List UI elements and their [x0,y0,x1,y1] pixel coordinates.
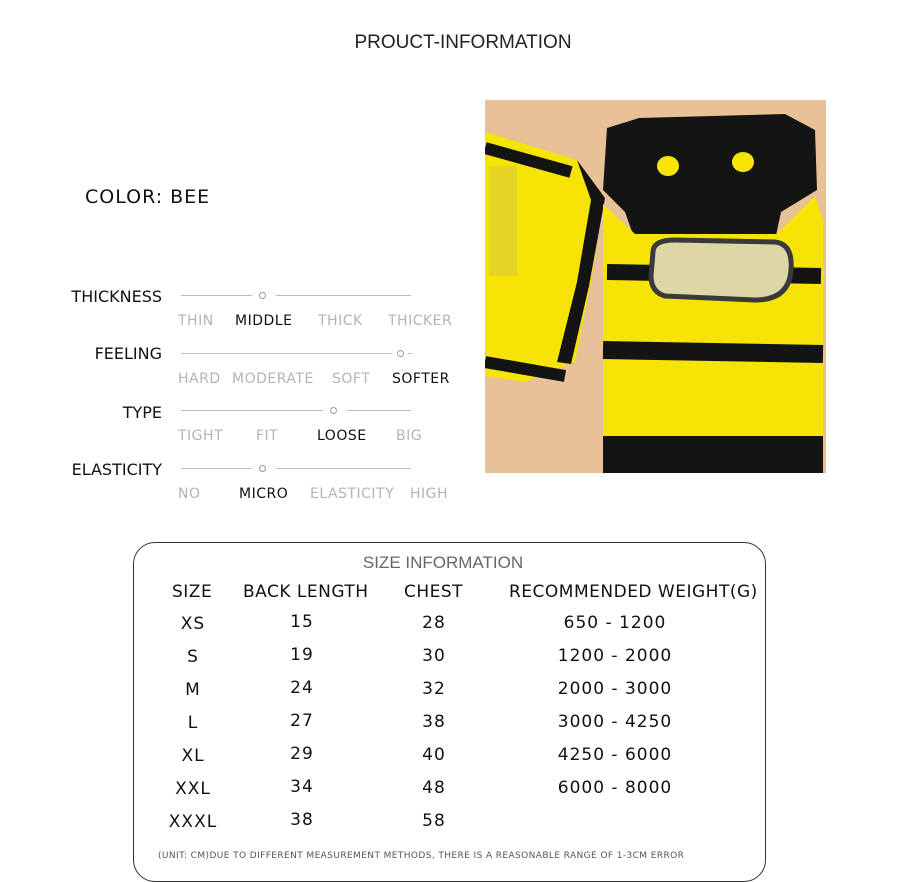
table-cell-weight: 1200 - 2000 [557,646,673,666]
size-column-header: SIZE [172,582,213,602]
recommended-weight-column-header: RECOMMENDED WEIGHT(G) [509,582,758,602]
bee-costume-image [485,100,826,473]
table-cell-chest: 58 [422,811,446,831]
thickness-option-thick: THICK [318,313,363,329]
feeling-option-hard: HARD [178,371,221,387]
type-label: TYPE [122,403,162,422]
table-cell-back-length: 15 [290,612,314,632]
table-cell-size: S [187,647,199,667]
thickness-option-thin: THIN [178,313,214,329]
table-cell-weight: 2000 - 3000 [557,679,673,699]
feeling-option-moderate: MODERATE [232,371,314,387]
elasticity-option-micro: MICRO [239,486,289,502]
feeling-indicator [397,350,404,357]
table-cell-weight: 650 - 1200 [563,613,667,633]
page-title: PROUCT-INFORMATION [354,32,572,53]
table-cell-back-length: 34 [290,777,314,797]
elasticity-scale-line [276,468,411,469]
feeling-label: FEELING [94,344,162,363]
table-cell-size: L [187,713,199,733]
product-photo [485,100,826,473]
elasticity-label: ELASTICITY [71,460,162,479]
feeling-scale-line [181,353,392,354]
type-scale-line [347,410,411,411]
type-option-fit: FIT [256,428,279,444]
thickness-scale-line [276,295,411,296]
table-cell-size: M [185,680,201,700]
back-length-column-header: BACK LENGTH [243,582,369,602]
thickness-option-middle: MIDDLE [235,313,293,329]
thickness-option-thicker: THICKER [388,313,453,329]
table-cell-weight: 3000 - 4250 [557,712,673,732]
table-cell-chest: 30 [422,646,446,666]
elasticity-option-high: HIGH [410,486,449,502]
table-cell-back-length: 38 [290,810,314,830]
type-scale-line [181,410,323,411]
chest-column-header: CHEST [404,582,464,602]
table-cell-size: XL [181,746,205,766]
type-indicator [330,407,337,414]
thickness-indicator [259,292,266,299]
table-cell-back-length: 29 [290,744,314,764]
table-cell-size: XXXL [168,812,218,832]
table-cell-back-length: 19 [290,645,314,665]
thickness-scale-line [181,295,252,296]
table-cell-chest: 38 [422,712,446,732]
table-cell-chest: 40 [422,745,446,765]
elasticity-option-elasticity: ELASTICITY [310,486,395,502]
table-cell-weight: 4250 - 6000 [557,745,673,765]
table-cell-back-length: 27 [290,711,314,731]
type-option-big: BIG [396,428,423,444]
table-cell-chest: 32 [422,679,446,699]
table-cell-size: XS [180,614,206,634]
measurement-note: (UNIT: CM)DUE TO DIFFERENT MEASUREMENT METHODS, THERE IS A REASONABLE RANGE OF 1-3CM ERROR [158,851,685,861]
table-cell-size: XXL [175,779,211,799]
table-cell-chest: 28 [422,613,446,633]
feeling-scale-line [408,353,412,354]
elasticity-option-no: NO [178,486,201,502]
size-chart-title: SIZE INFORMATION [362,553,524,572]
table-cell-back-length: 24 [290,678,314,698]
table-cell-weight: 6000 - 8000 [557,778,673,798]
table-cell-chest: 48 [422,778,446,798]
type-option-tight: TIGHT [178,428,224,444]
elasticity-scale-line [181,468,252,469]
thickness-label: THICKNESS [71,287,162,306]
color-label: COLOR: BEE [85,186,211,208]
elasticity-indicator [259,465,266,472]
feeling-option-softer: SOFTER [392,371,450,387]
feeling-option-soft: SOFT [332,371,371,387]
type-option-loose: LOOSE [317,428,367,444]
